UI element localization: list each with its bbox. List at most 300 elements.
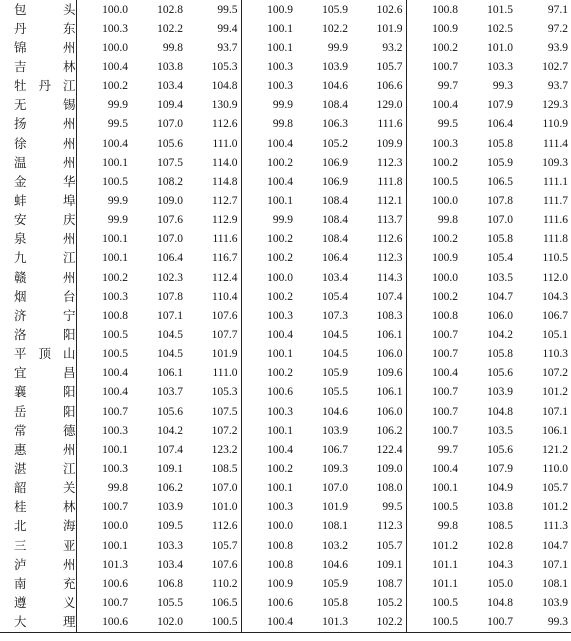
index-value-cell: 102.2: [322, 22, 348, 35]
city-name: 无 锡: [14, 97, 76, 113]
index-value-cell: 107.0: [157, 233, 183, 246]
index-value-cell: 100.4: [267, 328, 293, 341]
index-value-cell: 108.2: [157, 175, 183, 188]
index-value-cell: 102.8: [157, 3, 183, 16]
index-value-cell: 100.0: [267, 520, 293, 533]
index-value-cell: 106.8: [157, 577, 183, 590]
index-value-cell: 105.7: [351, 57, 406, 76]
table-row: [0, 402, 571, 421]
index-value-cell: 112.4: [186, 268, 241, 287]
index-value-cell: 99.8: [162, 41, 183, 54]
index-value-cell: 109.3: [322, 462, 348, 475]
index-value-cell: 100.3: [102, 290, 128, 303]
index-value-cell: 110.3: [542, 348, 568, 361]
table-row: [0, 38, 571, 57]
index-value-cell: 107.8: [487, 194, 513, 207]
index-value-cell: 99.9: [272, 99, 293, 112]
index-value-cell: 103.7: [157, 386, 183, 399]
index-value-cell: 100.2: [432, 290, 458, 303]
index-value-cell: 100.3: [102, 22, 128, 35]
index-value-cell: 101.2: [432, 539, 458, 552]
city-name-cell: [0, 383, 76, 402]
city-name-cell: [0, 230, 76, 249]
index-value-cell: 93.7: [186, 38, 241, 57]
index-value-cell: 100.2: [267, 233, 293, 246]
index-value-cell: 103.4: [157, 80, 183, 93]
index-value-cell: 109.4: [157, 99, 183, 112]
city-name: 岳 阳: [14, 403, 76, 419]
city-name: 赣 州: [14, 269, 76, 285]
index-value-cell: 100.4: [432, 367, 458, 380]
city-name-cell: [0, 57, 76, 76]
index-value-cell: 100.0: [267, 271, 293, 284]
index-value-cell: 106.3: [322, 118, 348, 131]
city-name-cell: [0, 593, 76, 612]
index-value-cell: 100.1: [267, 424, 293, 437]
city-name: 济 宁: [14, 307, 76, 323]
city-name: 宜 昌: [14, 365, 76, 381]
index-value-cell: 104.3: [487, 558, 513, 571]
table-row: [0, 364, 571, 383]
index-value-cell: 112.6: [186, 517, 241, 536]
table-row: [0, 249, 571, 268]
index-value-cell: 100.1: [432, 482, 458, 495]
city-name-cell: [0, 325, 76, 344]
index-value-cell: 105.6: [157, 137, 183, 150]
index-value-cell: 100.7: [102, 501, 128, 514]
city-name: 扬 州: [14, 116, 76, 132]
city-name: 南 充: [14, 575, 76, 591]
index-value-cell: 107.0: [487, 214, 513, 227]
index-value-cell: 100.7: [461, 613, 516, 633]
index-value-cell: 99.7: [437, 443, 458, 456]
index-value-cell: 103.9: [322, 424, 348, 437]
index-value-cell: 103.9: [322, 60, 348, 73]
index-value-cell: 100.4: [241, 613, 296, 633]
index-value-cell: 106.4: [322, 252, 348, 265]
city-name: 包 头: [14, 1, 76, 17]
index-value-cell: 104.7: [542, 539, 568, 552]
index-value-cell: 100.7: [432, 348, 458, 361]
index-value-cell: 105.8: [487, 348, 513, 361]
index-value-cell: 107.1: [542, 558, 568, 571]
index-value-cell: 97.1: [547, 3, 568, 16]
index-value-cell: 107.0: [322, 482, 348, 495]
index-value-cell: 99.8: [272, 118, 293, 131]
index-value-cell: 100.6: [76, 613, 131, 633]
index-value-cell: 106.5: [487, 175, 513, 188]
index-value-cell: 111.8: [351, 172, 406, 191]
index-value-cell: 100.7: [432, 386, 458, 399]
index-value-cell: 100.6: [267, 596, 293, 609]
index-value-cell: 129.0: [351, 96, 406, 115]
index-value-cell: 99.8: [437, 520, 458, 533]
index-value-cell: 103.9: [487, 386, 513, 399]
index-value-cell: 105.7: [186, 536, 241, 555]
index-value-cell: 100.9: [267, 3, 293, 16]
index-value-cell: 100.5: [102, 328, 128, 341]
city-name-cell: [0, 0, 76, 19]
table-row: [0, 421, 571, 440]
city-name: 锦 州: [14, 39, 76, 55]
index-value-cell: 100.4: [102, 386, 128, 399]
table-row: [0, 325, 571, 344]
city-name-cell: [0, 191, 76, 210]
index-value-cell: 100.7: [102, 405, 128, 418]
index-value-cell: 102.2: [351, 613, 406, 633]
index-value-cell: 100.3: [267, 501, 293, 514]
table-row: [0, 383, 571, 402]
city-name: 大 理: [14, 614, 76, 630]
table-row: [0, 19, 571, 38]
table-row: [0, 306, 571, 325]
index-value-cell: 112.6: [351, 230, 406, 249]
city-name: 泸 州: [14, 556, 76, 572]
index-value-cell: 100.6: [267, 386, 293, 399]
index-value-cell: 110.2: [186, 574, 241, 593]
index-value-cell: 100.4: [432, 462, 458, 475]
index-value-cell: 107.9: [487, 99, 513, 112]
table-row: [0, 77, 571, 96]
index-value-cell: 108.4: [322, 214, 348, 227]
index-value-cell: 100.4: [432, 99, 458, 112]
index-value-cell: 108.5: [186, 459, 241, 478]
index-value-cell: 100.1: [267, 482, 293, 495]
table-row: [0, 459, 571, 478]
index-value-cell: 106.2: [351, 421, 406, 440]
index-value-cell: 106.6: [351, 77, 406, 96]
index-value-cell: 99.5: [437, 118, 458, 131]
table-row: [0, 287, 571, 306]
index-value-cell: 109.1: [351, 555, 406, 574]
index-value-cell: 104.8: [487, 405, 513, 418]
index-value-cell: 101.9: [186, 345, 241, 364]
index-value-cell: 111.6: [542, 214, 568, 227]
city-name-cell: [0, 613, 76, 633]
index-value-cell: 104.6: [322, 80, 348, 93]
index-value-cell: 107.6: [186, 306, 241, 325]
city-name-cell: [0, 536, 76, 555]
index-value-cell: 107.2: [186, 421, 241, 440]
table-row: [0, 345, 571, 364]
city-name: 遵 义: [14, 594, 76, 610]
city-name: 北 海: [14, 518, 76, 534]
index-value-cell: 103.5: [487, 271, 513, 284]
index-value-cell: 107.4: [157, 443, 183, 456]
index-value-cell: 103.3: [157, 539, 183, 552]
index-value-cell: 110.0: [542, 462, 568, 475]
city-name: 牡丹江: [14, 78, 76, 94]
index-value-cell: 104.9: [487, 482, 513, 495]
index-value-cell: 110.9: [542, 118, 568, 131]
table-row: [0, 593, 571, 612]
index-value-cell: 103.4: [322, 271, 348, 284]
table-row: [0, 0, 571, 19]
index-value-cell: 116.7: [186, 249, 241, 268]
index-value-cell: 100.8: [267, 539, 293, 552]
index-value-cell: 111.0: [186, 134, 241, 153]
index-value-cell: 112.6: [186, 115, 241, 134]
index-value-cell: 106.1: [157, 367, 183, 380]
index-value-cell: 108.1: [542, 577, 568, 590]
index-value-cell: 129.3: [542, 99, 568, 112]
index-value-cell: 100.2: [267, 462, 293, 475]
index-value-cell: 100.9: [267, 577, 293, 590]
index-value-cell: 100.0: [102, 520, 128, 533]
index-value-cell: 105.1: [542, 328, 568, 341]
index-value-cell: 109.3: [542, 156, 568, 169]
index-value-cell: 100.7: [432, 328, 458, 341]
index-value-cell: 99.5: [186, 0, 241, 19]
index-value-cell: 100.0: [102, 41, 128, 54]
index-value-cell: 112.3: [351, 517, 406, 536]
index-value-cell: 108.4: [322, 233, 348, 246]
table-row: [0, 115, 571, 134]
index-value-cell: 114.0: [186, 153, 241, 172]
index-value-cell: 100.3: [267, 405, 293, 418]
index-value-cell: 101.2: [542, 386, 568, 399]
city-name-cell: [0, 249, 76, 268]
index-value-cell: 99.9: [107, 214, 128, 227]
index-value-cell: 100.0: [432, 271, 458, 284]
index-value-cell: 105.0: [487, 577, 513, 590]
index-value-cell: 112.7: [186, 191, 241, 210]
index-value-cell: 106.1: [351, 383, 406, 402]
index-value-cell: 100.8: [102, 309, 128, 322]
city-name-cell: [0, 268, 76, 287]
index-value-cell: 100.2: [267, 367, 293, 380]
city-name: 丹 东: [14, 20, 76, 36]
index-value-cell: 103.4: [157, 558, 183, 571]
index-value-cell: 108.1: [322, 520, 348, 533]
index-value-cell: 107.1: [542, 405, 568, 418]
city-name-cell: [0, 345, 76, 364]
index-value-cell: 105.6: [487, 367, 513, 380]
index-value-cell: 105.7: [542, 482, 568, 495]
table-row: [0, 613, 571, 633]
index-value-cell: 99.4: [186, 19, 241, 38]
index-value-cell: 100.2: [267, 252, 293, 265]
city-name-cell: [0, 402, 76, 421]
table-row: [0, 555, 571, 574]
index-value-cell: 104.2: [157, 424, 183, 437]
index-value-cell: 106.7: [542, 309, 568, 322]
index-value-cell: 107.6: [186, 555, 241, 574]
index-value-cell: 100.2: [267, 156, 293, 169]
city-name: 安 庆: [14, 212, 76, 228]
index-value-cell: 112.3: [351, 153, 406, 172]
index-value-cell: 105.5: [322, 386, 348, 399]
city-name-cell: [0, 440, 76, 459]
index-value-cell: 107.7: [186, 325, 241, 344]
index-value-cell: 100.8: [432, 3, 458, 16]
index-value-cell: 123.2: [186, 440, 241, 459]
index-value-cell: 104.7: [487, 290, 513, 303]
index-value-cell: 105.2: [351, 593, 406, 612]
index-value-cell: 100.1: [267, 41, 293, 54]
index-value-cell: 108.5: [487, 520, 513, 533]
index-value-cell: 107.5: [157, 156, 183, 169]
index-value-cell: 93.7: [547, 80, 568, 93]
index-value-cell: 100.5: [102, 175, 128, 188]
index-value-cell: 111.3: [542, 520, 568, 533]
index-value-cell: 100.4: [102, 137, 128, 150]
index-value-cell: 99.9: [272, 214, 293, 227]
city-name: 徐 州: [14, 135, 76, 151]
table-row: [0, 574, 571, 593]
index-value-cell: 100.1: [267, 194, 293, 207]
city-name: 三 亚: [14, 537, 76, 553]
index-value-cell: 107.9: [487, 462, 513, 475]
index-value-cell: 100.3: [267, 309, 293, 322]
index-value-cell: 100.5: [432, 175, 458, 188]
index-value-cell: 100.1: [102, 252, 128, 265]
index-value-cell: 112.1: [351, 191, 406, 210]
city-name-cell: [0, 306, 76, 325]
index-value-cell: 100.7: [432, 424, 458, 437]
index-value-cell: 104.5: [157, 328, 183, 341]
index-value-cell: 106.9: [322, 175, 348, 188]
index-value-cell: 99.5: [351, 498, 406, 517]
index-value-cell: 111.4: [542, 137, 568, 150]
table-row: [0, 96, 571, 115]
city-name-cell: [0, 19, 76, 38]
index-value-cell: 102.8: [487, 539, 513, 552]
index-value-cell: 114.8: [186, 172, 241, 191]
index-value-cell: 103.8: [487, 501, 513, 514]
index-value-cell: 111.0: [186, 364, 241, 383]
index-value-cell: 104.5: [322, 348, 348, 361]
index-value-cell: 100.3: [267, 60, 293, 73]
index-value-cell: 111.6: [351, 115, 406, 134]
index-value-cell: 103.9: [542, 596, 568, 609]
city-name-cell: [0, 38, 76, 57]
index-value-cell: 111.1: [542, 175, 568, 188]
index-value-cell: 105.2: [322, 137, 348, 150]
city-name-cell: [0, 134, 76, 153]
index-value-cell: 105.4: [322, 290, 348, 303]
index-value-cell: 101.9: [322, 501, 348, 514]
index-value-cell: 114.3: [351, 268, 406, 287]
table-row: [0, 440, 571, 459]
index-value-cell: 100.1: [267, 22, 293, 35]
index-value-cell: 100.2: [432, 156, 458, 169]
index-value-cell: 101.5: [487, 3, 513, 16]
index-value-cell: 100.2: [102, 80, 128, 93]
index-value-cell: 100.1: [102, 156, 128, 169]
city-name: 桂 林: [14, 499, 76, 515]
city-name-cell: [0, 172, 76, 191]
index-value-cell: 110.5: [542, 252, 568, 265]
table-row: [0, 536, 571, 555]
table-row: [0, 134, 571, 153]
index-value-cell: 111.8: [542, 233, 568, 246]
city-name: 襄 阳: [14, 384, 76, 400]
index-value-cell: 100.1: [102, 233, 128, 246]
index-value-cell: 105.3: [186, 57, 241, 76]
index-value-cell: 107.6: [157, 214, 183, 227]
index-value-cell: 108.4: [322, 194, 348, 207]
table-row: [0, 57, 571, 76]
index-value-cell: 106.0: [351, 345, 406, 364]
city-name: 韶 关: [14, 480, 76, 496]
index-value-cell: 108.4: [322, 99, 348, 112]
index-value-cell: 105.4: [487, 252, 513, 265]
city-name-cell: [0, 153, 76, 172]
index-value-cell: 100.6: [102, 577, 128, 590]
index-value-cell: 100.7: [102, 596, 128, 609]
index-value-cell: 106.2: [157, 482, 183, 495]
index-value-cell: 100.5: [432, 596, 458, 609]
table-row: [0, 191, 571, 210]
index-value-cell: 104.6: [322, 558, 348, 571]
city-name: 惠 州: [14, 441, 76, 457]
index-value-cell: 99.9: [327, 41, 348, 54]
index-value-cell: 106.0: [487, 309, 513, 322]
index-value-cell: 107.5: [186, 402, 241, 421]
city-name: 泉 州: [14, 231, 76, 247]
index-value-cell: 101.0: [487, 41, 513, 54]
table-row: [0, 479, 571, 498]
index-value-cell: 105.9: [487, 156, 513, 169]
index-value-cell: 99.9: [107, 99, 128, 112]
index-value-cell: 122.4: [351, 440, 406, 459]
index-value-cell: 106.7: [322, 443, 348, 456]
index-value-cell: 113.7: [351, 211, 406, 230]
index-value-cell: 100.5: [406, 613, 461, 633]
index-value-cell: 100.9: [432, 22, 458, 35]
index-value-cell: 99.8: [437, 214, 458, 227]
index-value-cell: 104.8: [186, 77, 241, 96]
index-value-cell: 102.7: [542, 60, 568, 73]
index-value-cell: 101.1: [432, 577, 458, 590]
index-value-cell: 93.2: [351, 38, 406, 57]
index-value-cell: 105.9: [322, 3, 348, 16]
index-value-cell: 101.0: [186, 498, 241, 517]
index-value-cell: 107.1: [157, 309, 183, 322]
index-value-cell: 99.3: [516, 613, 571, 633]
index-value-cell: 100.4: [267, 137, 293, 150]
table-row: [0, 230, 571, 249]
index-value-cell: 103.8: [157, 60, 183, 73]
index-value-cell: 100.9: [432, 252, 458, 265]
index-value-cell: 112.0: [542, 271, 568, 284]
index-value-cell: 97.2: [547, 22, 568, 35]
city-name-cell: [0, 517, 76, 536]
city-name: 平顶山: [14, 346, 76, 362]
index-value-cell: 105.8: [487, 233, 513, 246]
table-row: [0, 268, 571, 287]
table-row: [0, 498, 571, 517]
city-name: 吉 林: [14, 58, 76, 74]
index-value-cell: 104.8: [487, 596, 513, 609]
city-name: 金 华: [14, 173, 76, 189]
index-value-cell: 107.0: [186, 479, 241, 498]
city-name: 温 州: [14, 154, 76, 170]
city-name: 湛 江: [14, 460, 76, 476]
index-value-cell: 105.8: [487, 137, 513, 150]
index-value-cell: 106.1: [351, 325, 406, 344]
index-value-cell: 106.5: [186, 593, 241, 612]
index-value-cell: 101.3: [296, 613, 351, 633]
index-value-cell: 109.1: [157, 462, 183, 475]
index-value-cell: 100.8: [432, 309, 458, 322]
index-value-cell: 105.6: [487, 443, 513, 456]
index-value-cell: 130.9: [186, 96, 241, 115]
city-name-cell: [0, 498, 76, 517]
index-value-cell: 100.7: [432, 405, 458, 418]
city-name: 烟 台: [14, 288, 76, 304]
